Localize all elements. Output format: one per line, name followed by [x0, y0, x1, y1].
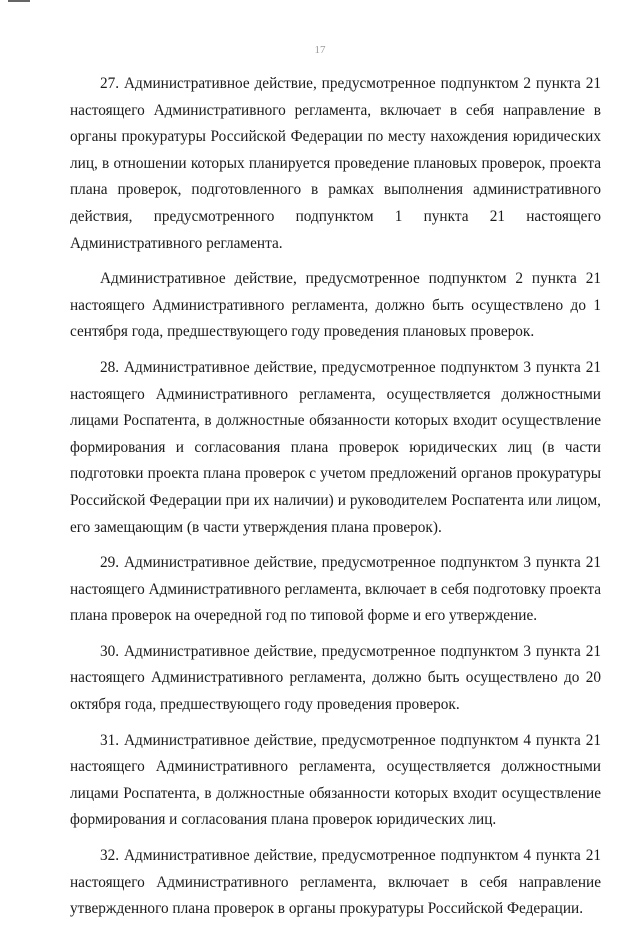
paragraph-32: 32. Административное действие, предусмотренное подпунктом 4 пункта 21 настоящего Административного регламента, включает в себя направление утвержденного плана проверок в органы прокуратуры Российской Федерации.: [70, 847, 601, 918]
paragraph-27-deadline: Административное действие, предусмотренное подпунктом 2 пункта 21 настоящего Административного регламента, должно быть осуществлено до 1 сентября года, предшествующего году проведения плановых проверок.: [70, 270, 601, 341]
scan-corner-mark: [8, 0, 30, 2]
document-body: [70, 71, 601, 932]
paragraph-28: 28. Административное действие, предусмотренное подпунктом 3 пункта 21 настоящего Административного регламента, осуществляется должностными лицами Роспатента, в должностные обязанности которых входит осуществление формирования и согласования плана проверок юридических лиц (в части подготовки проекта плана проверок с учетом предложений органов прокуратуры Российской Федерации при их наличии) и руководителем Роспатента или лицом, его замещающим (в части утверждения плана проверок).: [70, 358, 601, 536]
paragraph-30: 30. Административное действие, предусмотренное подпунктом 3 пункта 21 настоящего Административного регламента, должно быть осуществлено до 20 октября года, предшествующего году проведения проверок.: [70, 642, 601, 714]
page-number: 17: [314, 44, 326, 56]
paragraph-29: 29. Административное действие, предусмотренное подпунктом 3 пункта 21 настоящего Административного регламента, включает в себя подготовку проекта плана проверок на очередной год по типовой форме и его утверждение.: [70, 554, 601, 625]
paragraph-31: 31. Административное действие, предусмотренное подпунктом 4 пункта 21 настоящего Административного регламента, осуществляется должностными лицами Роспатента, в должностные обязанности которых входит осуществление формирования и согласования плана проверок юридических лиц.: [70, 731, 601, 829]
paragraph-27: 27. Административное действие, предусмотренное подпунктом 2 пункта 21 настоящего Административного регламента, включает в себя направление в органы прокуратуры Российской Федерации по месту нахождения юридических лиц, в отношении которых планируется проведение плановых проверок, проекта плана проверок, подготовленного в рамках выполнения административного действия, предусмотренного подпунктом 1 пункта 21 настоящего Административного регламента.: [70, 75, 601, 252]
